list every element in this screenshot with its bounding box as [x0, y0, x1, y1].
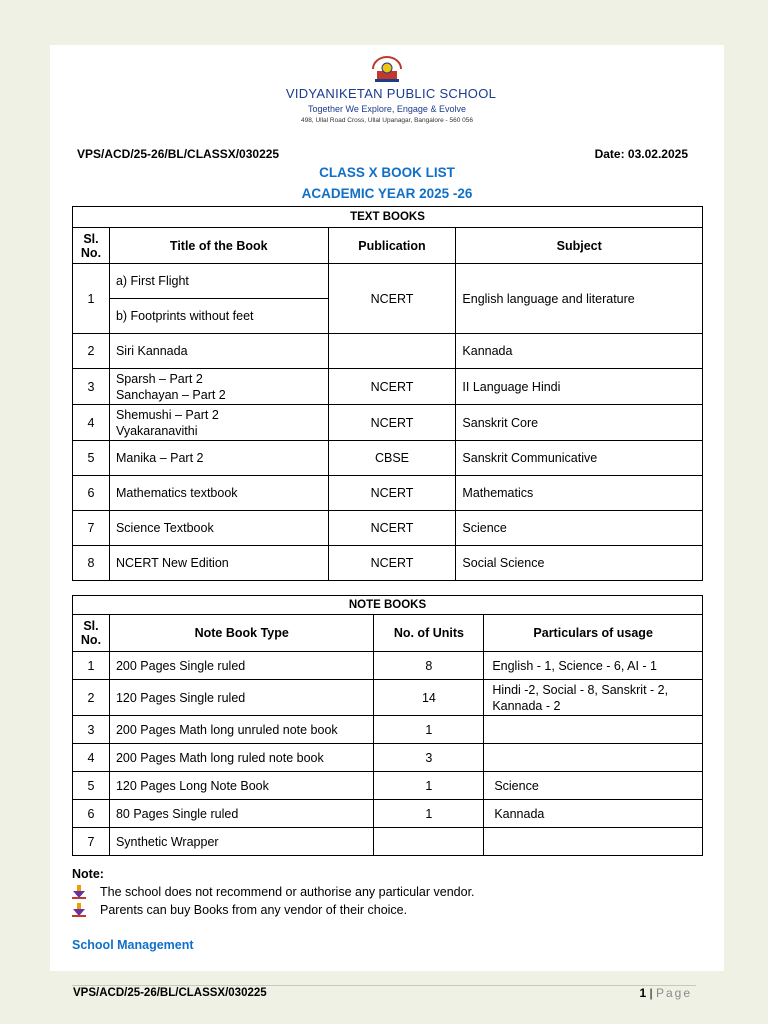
cell-sl: 1 [73, 264, 110, 334]
table-row [73, 511, 703, 546]
column-header: Sl. No. [73, 615, 110, 652]
cell-units: 8 [374, 652, 484, 680]
cell-title [109, 405, 328, 441]
table-row [73, 772, 703, 800]
cell-units: 1 [374, 772, 484, 800]
table-row [73, 546, 703, 581]
cell-subject: Science [456, 511, 703, 546]
table-row [73, 680, 703, 716]
cell-title: Siri Kannada [109, 334, 328, 369]
cell-type: 80 Pages Single ruled [109, 800, 374, 828]
note-title: Note: [72, 867, 104, 881]
cell-units: 1 [374, 716, 484, 744]
school-emblem-icon [367, 55, 407, 85]
cell-title [109, 369, 328, 405]
page-title: CLASS X BOOK LIST [319, 165, 455, 180]
table-row [73, 800, 703, 828]
reference-number: VPS/ACD/25-26/BL/CLASSX/030225 [77, 147, 280, 161]
footer-divider [72, 985, 696, 986]
table-row [73, 405, 703, 441]
cell-sl: 5 [73, 772, 110, 800]
table-row [73, 441, 703, 476]
column-header: Particulars of usage [484, 615, 703, 652]
footer-reference: VPS/ACD/25-26/BL/CLASSX/030225 [73, 987, 267, 999]
cell-sl: 3 [73, 716, 110, 744]
cell-sl: 2 [73, 334, 110, 369]
cell-sl: 3 [73, 369, 110, 405]
cell-type: Synthetic Wrapper [109, 828, 374, 856]
column-header: Sl. No. [73, 228, 110, 264]
cell-publication: NCERT [328, 369, 456, 405]
cell-sl: 2 [73, 680, 110, 716]
note-bullet [72, 903, 407, 917]
column-header: Publication [328, 228, 456, 264]
cell-title-line: Sanchayan – Part 2 [115, 387, 226, 402]
text-books-table [72, 206, 703, 581]
cell-subject: English language and literature [456, 264, 703, 334]
signature-school-management: School Management [72, 938, 194, 952]
note-bullet [72, 885, 475, 899]
note-text: Parents can buy Books from any vendor of their choice. [100, 903, 408, 917]
column-header: Title of the Book [109, 228, 328, 264]
cell-title-line: Vyakaranavithi [115, 423, 198, 438]
cell-subject: II Language Hindi [456, 369, 703, 405]
table-row [73, 716, 703, 744]
cell-sl: 6 [73, 476, 110, 511]
page-subtitle: ACADEMIC YEAR 2025 -26 [301, 186, 473, 201]
cell-publication: NCERT [328, 476, 456, 511]
note-books-caption: NOTE BOOKS [73, 596, 703, 615]
school-name: VIDYANIKETAN PUBLIC SCHOOL [285, 86, 497, 101]
cell-type: 120 Pages Single ruled [109, 680, 374, 716]
document-page [50, 45, 724, 971]
cell-usage: English - 1, Science - 6, AI - 1 [484, 652, 703, 680]
cell-type: 120 Pages Long Note Book [109, 772, 374, 800]
column-header: No. of Units [374, 615, 484, 652]
cell-publication: NCERT [328, 264, 456, 334]
page-separator: | [646, 986, 656, 1000]
cell-sl: 5 [73, 441, 110, 476]
cell-publication: CBSE [328, 441, 456, 476]
cell-usage [484, 828, 703, 856]
document-date: Date: 03.02.2025 [594, 147, 688, 161]
cell-units: 1 [374, 800, 484, 828]
cell-publication: NCERT [328, 405, 456, 441]
cell-title: Science Textbook [109, 511, 328, 546]
cell-title: a) First Flight [109, 264, 328, 299]
text-books-caption: TEXT BOOKS [73, 207, 703, 228]
footer-page-number [639, 986, 692, 1000]
cell-publication: NCERT [328, 546, 456, 581]
cell-publication: NCERT [328, 511, 456, 546]
column-header: Subject [456, 228, 703, 264]
cell-type: 200 Pages Single ruled [109, 652, 374, 680]
cell-units [374, 828, 484, 856]
cell-sl: 4 [73, 744, 110, 772]
cell-title: Mathematics textbook [109, 476, 328, 511]
table-row [73, 652, 703, 680]
cell-subject: Kannada [456, 334, 703, 369]
note-books-table [72, 595, 703, 856]
cell-usage: Kannada [484, 800, 703, 828]
cell-sl: 6 [73, 800, 110, 828]
cell-subject: Mathematics [456, 476, 703, 511]
note-text: The school does not recommend or authorise any particular vendor. [100, 885, 475, 899]
school-tagline: Together We Explore, Engage & Evolve [308, 104, 466, 114]
cell-type: 200 Pages Math long ruled note book [109, 744, 374, 772]
cell-units: 3 [374, 744, 484, 772]
cell-title: NCERT New Edition [109, 546, 328, 581]
cell-sl: 8 [73, 546, 110, 581]
cell-publication [328, 334, 456, 369]
table-row [73, 828, 703, 856]
cell-sl: 4 [73, 405, 110, 441]
cell-type: 200 Pages Math long unruled note book [109, 716, 374, 744]
page-number: 1 [639, 986, 647, 1000]
table-row [73, 264, 703, 299]
cell-usage: Science [484, 772, 703, 800]
table-row [73, 744, 703, 772]
table-row [73, 369, 703, 405]
table-row [73, 476, 703, 511]
cell-usage: Hindi -2, Social - 8, Sanskrit - 2, Kannada - 2 [484, 680, 703, 716]
cell-subject: Sanskrit Communicative [456, 441, 703, 476]
cell-title-line: Sparsh – Part 2 [115, 371, 203, 386]
bullet-arrow-icon [72, 903, 86, 917]
column-header: Note Book Type [109, 615, 374, 652]
cell-sl: 7 [73, 511, 110, 546]
cell-title: b) Footprints without feet [109, 299, 328, 334]
cell-subject: Sanskrit Core [456, 405, 703, 441]
page-label: Page [655, 986, 692, 1000]
cell-title: Manika – Part 2 [109, 441, 328, 476]
cell-units: 14 [374, 680, 484, 716]
cell-usage [484, 744, 703, 772]
cell-title-line: Shemushi – Part 2 [115, 407, 219, 422]
school-address: 498, Ullal Road Cross, Ullal Upanagar, Bangalore - 560 056 [301, 117, 473, 124]
cell-usage [484, 716, 703, 744]
cell-subject: Social Science [456, 546, 703, 581]
cell-sl: 1 [73, 652, 110, 680]
bullet-arrow-icon [72, 885, 86, 899]
cell-sl: 7 [73, 828, 110, 856]
table-row [73, 334, 703, 369]
school-letterhead [50, 55, 724, 124]
